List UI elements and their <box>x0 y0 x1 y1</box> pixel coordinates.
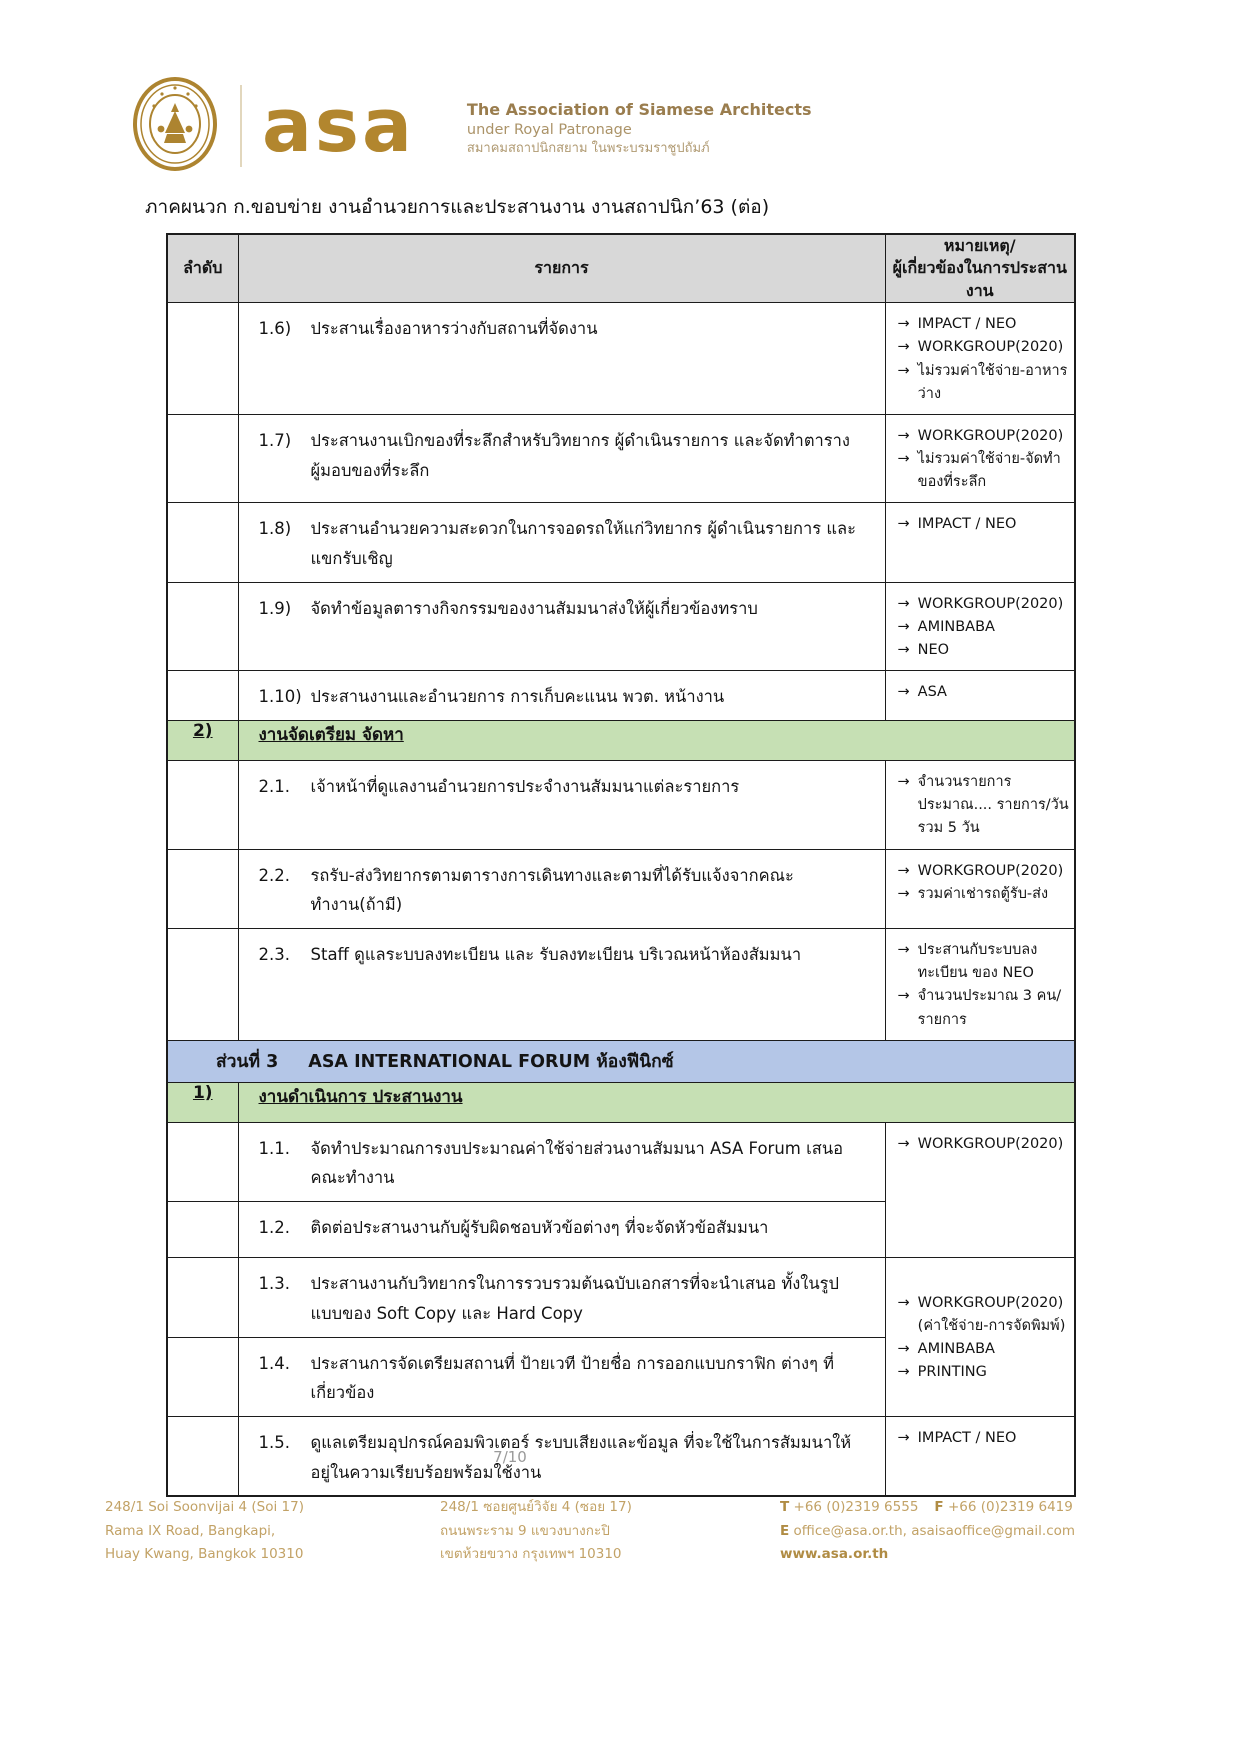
arrow-icon: → <box>897 862 910 879</box>
arrow-icon: → <box>897 1364 910 1381</box>
section-number: 1) <box>192 1082 213 1103</box>
footer-line: 248/1 ซอยศูนย์วิจัย 4 (ซอย 17) <box>440 1499 632 1515</box>
footer-text: +66 (0)2319 6419 <box>943 1499 1073 1515</box>
section-number: 2) <box>192 721 213 742</box>
note <box>898 1361 1071 1384</box>
row-number-cell <box>167 503 238 582</box>
arrow-icon: → <box>897 619 910 636</box>
note-text: จำนวนประมาณ 3 คน/รายการ <box>917 988 1062 1028</box>
item-text: ดูแลเตรียมอุปกรณ์คอมพิวเตอร์ ระบบเสียงและข้อมูล ที่จะใช้ในการสัมมนาให้อยู่ในความเรียบร้อยพร้อมใช้งาน <box>310 1432 852 1482</box>
note-text: WORKGROUP(2020) <box>917 1294 1064 1311</box>
item-text: ประสานเรื่องอาหารว่างกับสถานที่จัดงาน <box>310 319 598 339</box>
note-text: (ค่าใช้จ่าย-การจัดพิมพ์) <box>917 1317 1066 1334</box>
notes-cell <box>885 761 1075 850</box>
item <box>259 861 857 920</box>
column-header-item: รายการ <box>238 234 885 303</box>
footer-line: Huay Kwang, Bangkok 10310 <box>105 1546 304 1563</box>
footer-text: T <box>780 1499 790 1515</box>
notes-cell <box>885 1122 1075 1257</box>
page-number: 7/10 <box>493 1448 527 1466</box>
note <box>898 883 1071 906</box>
note-text: WORKGROUP(2020) <box>917 1135 1064 1152</box>
org-sub-en: under Royal Patronage <box>466 121 632 138</box>
asa-emblem-icon <box>132 76 218 176</box>
section-title: งานดำเนินการ ประสานงาน <box>258 1086 463 1107</box>
table-row <box>167 414 1075 503</box>
item-number: 2.2. <box>258 865 290 885</box>
row-number-cell <box>167 303 238 415</box>
note-text: ประสานกับระบบลงทะเบียน ของ NEO <box>917 942 1038 982</box>
column-header-notes <box>885 234 1075 303</box>
page-title: ภาคผนวก ก.ขอบข่าย งานอำนวยการและประสานงาน งานสถาปนิก’63 (ต่อ) <box>145 196 770 218</box>
footer-line: ถนนพระราม 9 แขวงบางกะปิ <box>440 1522 610 1539</box>
org-name-th: สมาคมสถาปนิกสยาม ในพระบรมราชูปถัมภ์ <box>466 141 710 157</box>
item <box>259 1213 857 1243</box>
item-number: 1.1. <box>258 1138 290 1158</box>
arrow-icon: → <box>897 684 910 701</box>
part-row <box>167 1040 1075 1082</box>
note-text: IMPACT / NEO <box>917 316 1017 333</box>
arrow-icon: → <box>897 1341 910 1358</box>
item-number: 1.10) <box>258 687 302 707</box>
item-text: เจ้าหน้าที่ดูแลงานอำนวยการประจำงานสัมมนาแต่ละรายการ <box>310 777 740 797</box>
note <box>898 1133 1071 1156</box>
item-text: รถรับ-ส่งวิทยากรตามตารางการเดินทางและตามที่ได้รับแจ้งจากคณะทำงาน(ถ้ามี) <box>310 865 794 915</box>
item-cell <box>238 1337 885 1416</box>
footer-text: office@asa.or.th, asaisaoffice@gmail.com <box>789 1522 1076 1539</box>
footer-line <box>780 1520 1160 1544</box>
section-number-cell <box>167 1082 238 1122</box>
note-text: ไม่รวมค่าใช้จ่าย-อาหารว่าง <box>917 362 1068 402</box>
item-text: ติดต่อประสานงานกับผู้รับผิดชอบหัวข้อต่างๆ ที่จะจัดหัวข้อสัมมนา <box>310 1218 769 1238</box>
row-number-cell <box>167 929 238 1041</box>
table-row <box>167 761 1075 850</box>
arrow-icon: → <box>897 1429 910 1446</box>
item-number: 1.9) <box>258 598 292 618</box>
arrow-icon: → <box>897 1135 910 1152</box>
item <box>259 426 857 485</box>
item-number: 1.2. <box>258 1218 290 1238</box>
org-name-block <box>467 93 812 159</box>
asa-wordmark: asa <box>262 82 415 169</box>
table-row <box>167 671 1075 721</box>
item <box>259 772 857 802</box>
footer-line: 248/1 Soi Soonvijai 4 (Soi 17) <box>105 1499 304 1515</box>
note-text: WORKGROUP(2020) <box>917 595 1064 612</box>
item-text: จัดทำข้อมูลตารางกิจกรรมของงานสัมมนาส่งให้ผู้เกี่ยวข้องทราบ <box>310 598 758 618</box>
section-row <box>167 1082 1075 1122</box>
item-text: Staff ดูแลระบบลงทะเบียน และ รับลงทะเบียน บริเวณหน้าห้องสัมมนา <box>310 945 802 965</box>
section-row <box>167 721 1075 761</box>
item <box>259 940 857 970</box>
notes-cell <box>885 582 1075 671</box>
item <box>259 682 857 712</box>
footer-contact <box>780 1496 1160 1567</box>
item <box>259 594 857 624</box>
note-text: IMPACT / NEO <box>917 1429 1017 1446</box>
item-cell <box>238 582 885 671</box>
notes-cell <box>885 1416 1075 1496</box>
document-header <box>132 76 812 176</box>
row-number-cell <box>167 761 238 850</box>
arrow-icon: → <box>897 516 910 533</box>
note <box>898 1315 1071 1338</box>
part-header-cell <box>167 1040 1075 1082</box>
column-header-notes-line2: ผู้เกี่ยวข้องในการประสานงาน <box>892 258 1067 300</box>
note <box>898 1427 1071 1450</box>
footer-address-en <box>105 1496 440 1567</box>
footer-line <box>780 1543 1160 1567</box>
logo-divider <box>240 85 242 167</box>
item-text: ประสานงานและอำนวยการ การเก็บคะแนน พวต. หน้างาน <box>310 687 725 707</box>
table-row <box>167 1416 1075 1496</box>
note-text: WORKGROUP(2020) <box>917 427 1064 444</box>
note <box>898 771 1071 841</box>
table-row <box>167 503 1075 582</box>
arrow-icon: → <box>897 362 910 379</box>
notes-cell <box>885 414 1075 503</box>
note <box>898 336 1071 359</box>
section-title: งานจัดเตรียม จัดหา <box>258 725 404 746</box>
note <box>898 616 1071 639</box>
item-number: 1.5. <box>258 1432 290 1452</box>
item-number: 1.8) <box>258 519 292 539</box>
note <box>898 681 1071 704</box>
item-text: ประสานการจัดเตรียมสถานที่ ป้ายเวที ป้ายชื่อ การออกแบบกราฟิก ต่างๆ ที่เกี่ยวข้อง <box>310 1353 835 1403</box>
note-text: IMPACT / NEO <box>917 516 1017 533</box>
footer-address-th <box>440 1496 780 1567</box>
org-name-en: The Association of Siamese Architects <box>466 100 812 119</box>
table-row <box>167 582 1075 671</box>
item-cell <box>238 303 885 415</box>
item-text: ประสานอำนวยความสะดวกในการจอดรถให้แก่วิทยากร ผู้ดำเนินรายการ และแขกรับเชิญ <box>310 519 856 569</box>
notes-cell <box>885 1258 1075 1417</box>
table-row <box>167 849 1075 928</box>
item-number: 1.6) <box>258 319 292 339</box>
footer-line <box>780 1496 1160 1520</box>
note-text: จำนวนรายการประมาณ.... รายการ/วัน รวม 5 วัน <box>917 774 1069 837</box>
table-body <box>167 303 1075 1497</box>
item-cell <box>238 503 885 582</box>
note-text: WORKGROUP(2020) <box>917 339 1064 356</box>
note <box>898 360 1071 406</box>
footer-line: Rama IX Road, Bangkapi, <box>105 1522 276 1539</box>
item-number: 2.3. <box>258 945 290 965</box>
notes-cell <box>885 303 1075 415</box>
section-title-cell <box>238 721 1075 761</box>
column-header-notes-line1: หมายเหตุ/ <box>943 236 1016 255</box>
item-cell <box>238 414 885 503</box>
note-text: PRINTING <box>917 1364 987 1381</box>
arrow-icon: → <box>897 316 910 333</box>
item-cell <box>238 1122 885 1201</box>
item <box>259 514 857 573</box>
arrow-icon: → <box>897 774 910 791</box>
column-header-no: ลำดับ <box>167 234 238 303</box>
item-number: 1.3. <box>258 1274 290 1294</box>
item-cell <box>238 1202 885 1258</box>
row-number-cell <box>167 1337 238 1416</box>
note <box>898 513 1071 536</box>
item-number: 1.4. <box>258 1353 290 1373</box>
item-number: 2.1. <box>258 777 290 797</box>
footer-text: +66 (0)2319 6555 <box>789 1499 919 1515</box>
arrow-icon: → <box>897 427 910 444</box>
row-number-cell <box>167 414 238 503</box>
arrow-icon: → <box>897 451 910 468</box>
row-number-cell <box>167 582 238 671</box>
arrow-icon: → <box>897 642 910 659</box>
footer-text: F <box>934 1499 944 1515</box>
notes-cell <box>885 503 1075 582</box>
note <box>898 939 1071 985</box>
arrow-icon: → <box>897 1294 910 1311</box>
note <box>898 639 1071 662</box>
item-text: ประสานงานกับวิทยากรในการรวบรวมต้นฉบับเอกสารที่จะนำเสนอ ทั้งในรูปแบบของ Soft Copy และ Hard Copy <box>310 1274 839 1323</box>
section-number-cell <box>167 721 238 761</box>
part-title: ASA INTERNATIONAL FORUM ห้องฟีนิกซ์ <box>308 1052 674 1073</box>
note-text: NEO <box>917 642 950 659</box>
item-cell <box>238 1258 885 1337</box>
arrow-icon: → <box>897 339 910 356</box>
item-text: จัดทำประมาณการงบประมาณค่าใช้จ่ายส่วนงานสัมมนา ASA Forum เสนอคณะทำงาน <box>310 1138 844 1188</box>
item <box>259 314 857 344</box>
item-cell <box>238 761 885 850</box>
footer-text: www.asa.or.th <box>780 1546 889 1563</box>
row-number-cell <box>167 671 238 721</box>
row-number-cell <box>167 1416 238 1496</box>
note-text: WORKGROUP(2020) <box>917 862 1064 879</box>
table-header-row <box>167 234 1075 303</box>
arrow-icon: → <box>897 942 910 959</box>
footer-text: E <box>780 1522 790 1539</box>
work-scope-table <box>166 233 1076 1497</box>
item-text: ประสานงานเบิกของที่ระลึกสำหรับวิทยากร ผู้ดำเนินรายการ และจัดทำตารางผู้มอบของที่ระลึก <box>310 430 850 480</box>
table-row <box>167 1122 1075 1201</box>
arrow-icon: → <box>897 885 910 902</box>
note-text: AMINBABA <box>917 1341 995 1358</box>
footer-line: เขตห้วยขวาง กรุงเทพฯ 10310 <box>440 1546 622 1563</box>
note <box>898 425 1071 448</box>
item-cell <box>238 849 885 928</box>
document-footer <box>105 1496 1165 1567</box>
part-label: ส่วนที่ 3 <box>216 1052 279 1073</box>
note <box>898 1338 1071 1361</box>
row-number-cell <box>167 1122 238 1201</box>
note <box>898 313 1071 336</box>
item-cell <box>238 671 885 721</box>
table-row <box>167 303 1075 415</box>
note <box>898 448 1071 494</box>
row-number-cell <box>167 849 238 928</box>
arrow-icon: → <box>897 988 910 1005</box>
item <box>259 1349 857 1408</box>
item <box>259 1134 857 1193</box>
notes-cell <box>885 849 1075 928</box>
note <box>898 860 1071 883</box>
arrow-icon: → <box>897 595 910 612</box>
notes-cell <box>885 671 1075 721</box>
item-cell <box>238 929 885 1041</box>
note <box>898 1292 1071 1315</box>
row-number-cell <box>167 1202 238 1258</box>
section-title-cell <box>238 1082 1075 1122</box>
item-number: 1.7) <box>258 430 292 450</box>
item <box>259 1269 857 1328</box>
note-text: ไม่รวมค่าใช้จ่าย-จัดทำของที่ระลึก <box>917 451 1061 491</box>
table-row <box>167 929 1075 1041</box>
note-text: ASA <box>917 684 947 701</box>
item-cell <box>238 1416 885 1496</box>
note-text: รวมค่าเช่ารถตู้รับ-ส่ง <box>917 885 1049 902</box>
row-number-cell <box>167 1258 238 1337</box>
table-row <box>167 1258 1075 1337</box>
notes-cell <box>885 929 1075 1041</box>
note-text: AMINBABA <box>917 619 995 636</box>
note <box>898 985 1071 1031</box>
note <box>898 593 1071 616</box>
